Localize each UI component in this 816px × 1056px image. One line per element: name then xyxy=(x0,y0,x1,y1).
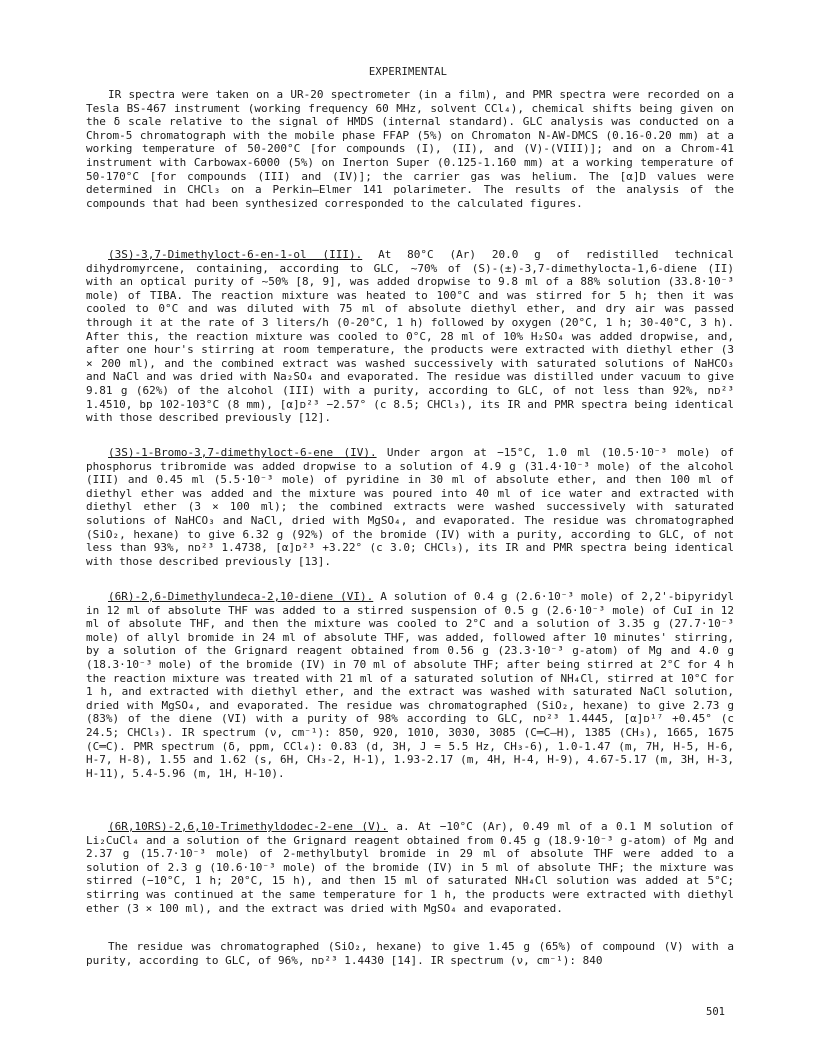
procedure-paragraph-V xyxy=(86,820,734,915)
procedure-paragraph-VI xyxy=(86,590,734,780)
compound-title-IV: (3S)-1-Bromo-3,7-dimethyloct-6-ene (IV). xyxy=(108,446,377,459)
paragraph-text: A solution of 0.4 g (2.6·10⁻³ mole) of 2,2'-bipyridyl in 12 ml of absolute THF was added to a stirred suspension of 0.5 g (2.6·10⁻³ mole) of CuI in 12 ml of absolute THF, and then the mixture was cooled to 2°C and a solution of 3.35 g (27.7·10⁻³ mole) of allyl bromide in 24 ml of absolute THF, was added, followed after 10 minutes' stirring, by a solution of the Grignard reagent obtained from 0.56 g (23.3·10⁻³ g-atom) of Mg and 4.0 g (18.3·10⁻³ mole) of the bromide (IV) in 70 ml of absolute THF; after being stirred at 2°C for 4 h the reaction mixture was treated with 21 ml of a saturated solution of NH₄Cl, stirred at 10°C for 1 h, and extracted with diethyl ether, and the extract was washed with saturated NaCl solution, dried with MgSO₄, and evaporated. The residue was chromatographed (SiO₂, hexane) to give 2.73 g (83%) of the diene (VI) with a purity of 98% according to GLC, nᴅ²³ 1.4445, [α]ᴅ¹⁷ +0.45° (c 24.5; CHCl₃). IR spectrum (ν, cm⁻¹): 850, 920, 1010, 3030, 3085 (C═C–H), 1385 (CH₃), 1665, 1675 (C═C). PMR spectrum (δ, ppm, CCl₄): 0.83 (d, 3H, J = 5.5 Hz, CH₃-6), 1.0-1.47 (m, 7H, H-5, H-6, H-7, H-8), 1.55 and 1.62 (s, 6H, CH₃-2, H-1), 1.93-2.17 (m, 4H, H-4, H-9), 4.67-5.17 (m, 3H, H-3, H-11), 5.4-5.96 (m, 1H, H-10). xyxy=(86,590,734,780)
page-number: 501 xyxy=(706,1006,725,1018)
procedure-paragraph-IV xyxy=(86,446,734,568)
compound-title-III: (3S)-3,7-Dimethyloct-6-en-1-ol (III). xyxy=(108,248,363,261)
result-paragraph xyxy=(86,940,734,967)
paragraph-text: Under argon at −15°C, 1.0 ml (10.5·10⁻³ mole) of phosphorus tribromide was added dropwise to a solution of 4.9 g (31.4·10⁻³ mole) of the alcohol (III) and 0.45 ml (5.5·10⁻³ mole) of pyridine in 30 ml of absolute ether, and then 100 ml of diethyl ether was added and the mixture was poured into 40 ml of ice water and extracted with diethyl ether (3 × 100 ml); the combined extracts were washed successively with saturated solutions of NaHCO₃ and NaCl, dried with MgSO₄, and evaporated. The residue was chromatographed (SiO₂, hexane) to give 6.32 g (92%) of the bromide (IV) with a purity, according to GLC, of not less than 93%, nᴅ²³ 1.4738, [α]ᴅ²³ +3.22° (c 3.0; CHCl₃), its IR and PMR spectra being identical with those described previously [13]. xyxy=(86,446,734,568)
intro-paragraph xyxy=(86,88,734,210)
section-heading: EXPERIMENTAL xyxy=(368,66,448,78)
compound-title-VI: (6R)-2,6-Dimethylundeca-2,10-diene (VI). xyxy=(108,590,374,603)
paragraph-text: At 80°C (Ar) 20.0 g of redistilled technical dihydromyrcene, containing, according to GLC, ~70% of (S)-(±)-3,7-dimethylocta-1,6-diene (II) with an optical purity of ~50% [8, 9], was added dropwise to 9.8 ml of a 88% solution (33.8·10⁻³ mole) of TIBA. The reaction mixture was heated to 100°C and was stirred for 5 h; then it was cooled to 0°C and was diluted with 75 ml of absolute diethyl ether, and dry air was passed through it at the rate of 3 liters/h (0-20°C, 1 h) followed by oxygen (20°C, 1 h; 30-40°C, 3 h). After this, the reaction mixture was cooled to 0°C, 28 ml of 10% H₂SO₄ was added dropwise, and, after one hour's stirring at room temperature, the products were extracted with diethyl ether (3 × 200 ml), and the combined extract was washed successively with saturated solutions of NaHCO₃ and NaCl and was dried with Na₂SO₄ and evaporated. The residue was distilled under vacuum to give 9.81 g (62%) of the alcohol (III) with a purity, according to GLC, of not less than 92%, nᴅ²³ 1.4510, bp 102-103°C (8 mm), [α]ᴅ²³ −2.57° (c 8.5; CHCl₃), its IR and PMR spectra being identical with those described previously [12]. xyxy=(86,248,734,425)
paragraph-text: The residue was chromatographed (SiO₂, hexane) to give 1.45 g (65%) of compound (V) with a purity, according to GLC, of 96%, nᴅ²³ 1.4430 [14]. IR spectrum (ν, cm⁻¹): 840 xyxy=(86,940,734,967)
paragraph-text: a. At −10°C (Ar), 0.49 ml of a 0.1 M solution of Li₂CuCl₄ and a solution of the Grignard reagent obtained from 0.45 g (18.9·10⁻³ g-atom) of Mg and 2.37 g (15.7·10⁻³ mole) of 2-methylbutyl bromide in 29 ml of absolute THF were added to a solution of 2.3 g (10.6·10⁻³ mole) of the bromide (IV) in 5 ml of absolute THF; the mixture was stirred (−10°C, 1 h; 20°C, 15 h), and then 15 ml of saturated NH₄Cl solution was added at 5°C; stirring was continued at the same temperature for 1 h, the products were extracted with diethyl ether (3 × 100 ml), and the extract was dried with MgSO₄ and evaporated. xyxy=(86,820,734,915)
procedure-paragraph-III xyxy=(86,248,734,425)
compound-title-V: (6R,10RS)-2,6,10-Trimethyldodec-2-ene (V). xyxy=(108,820,388,833)
paragraph-text: IR spectra were taken on a UR-20 spectrometer (in a film), and PMR spectra were recorded on a Tesla BS-467 instrument (working frequency 60 MHz, solvent CCl₄), chemical shifts being given on the δ scale relative to the signal of HMDS (internal standard). GLC analysis was conducted on a Chrom-5 chromatograph with the mobile phase FFAP (5%) on Chromaton N-AW-DMCS (0.16-0.20 mm) at a working temperature of 50-200°C [for compounds (I), (II), and (V)-(VIII)]; and on a Chrom-41 instrument with Carbowax-6000 (5%) on Inerton Super (0.125-1.160 mm) at a working temperature of 50-170°C [for compounds (III) and (IV)]; the carrier gas was helium. The [α]D values were determined in CHCl₃ on a Perkin—Elmer 141 polarimeter. The results of the analysis of the compounds that had been synthesized corresponded to the calculated figures. xyxy=(86,88,734,210)
